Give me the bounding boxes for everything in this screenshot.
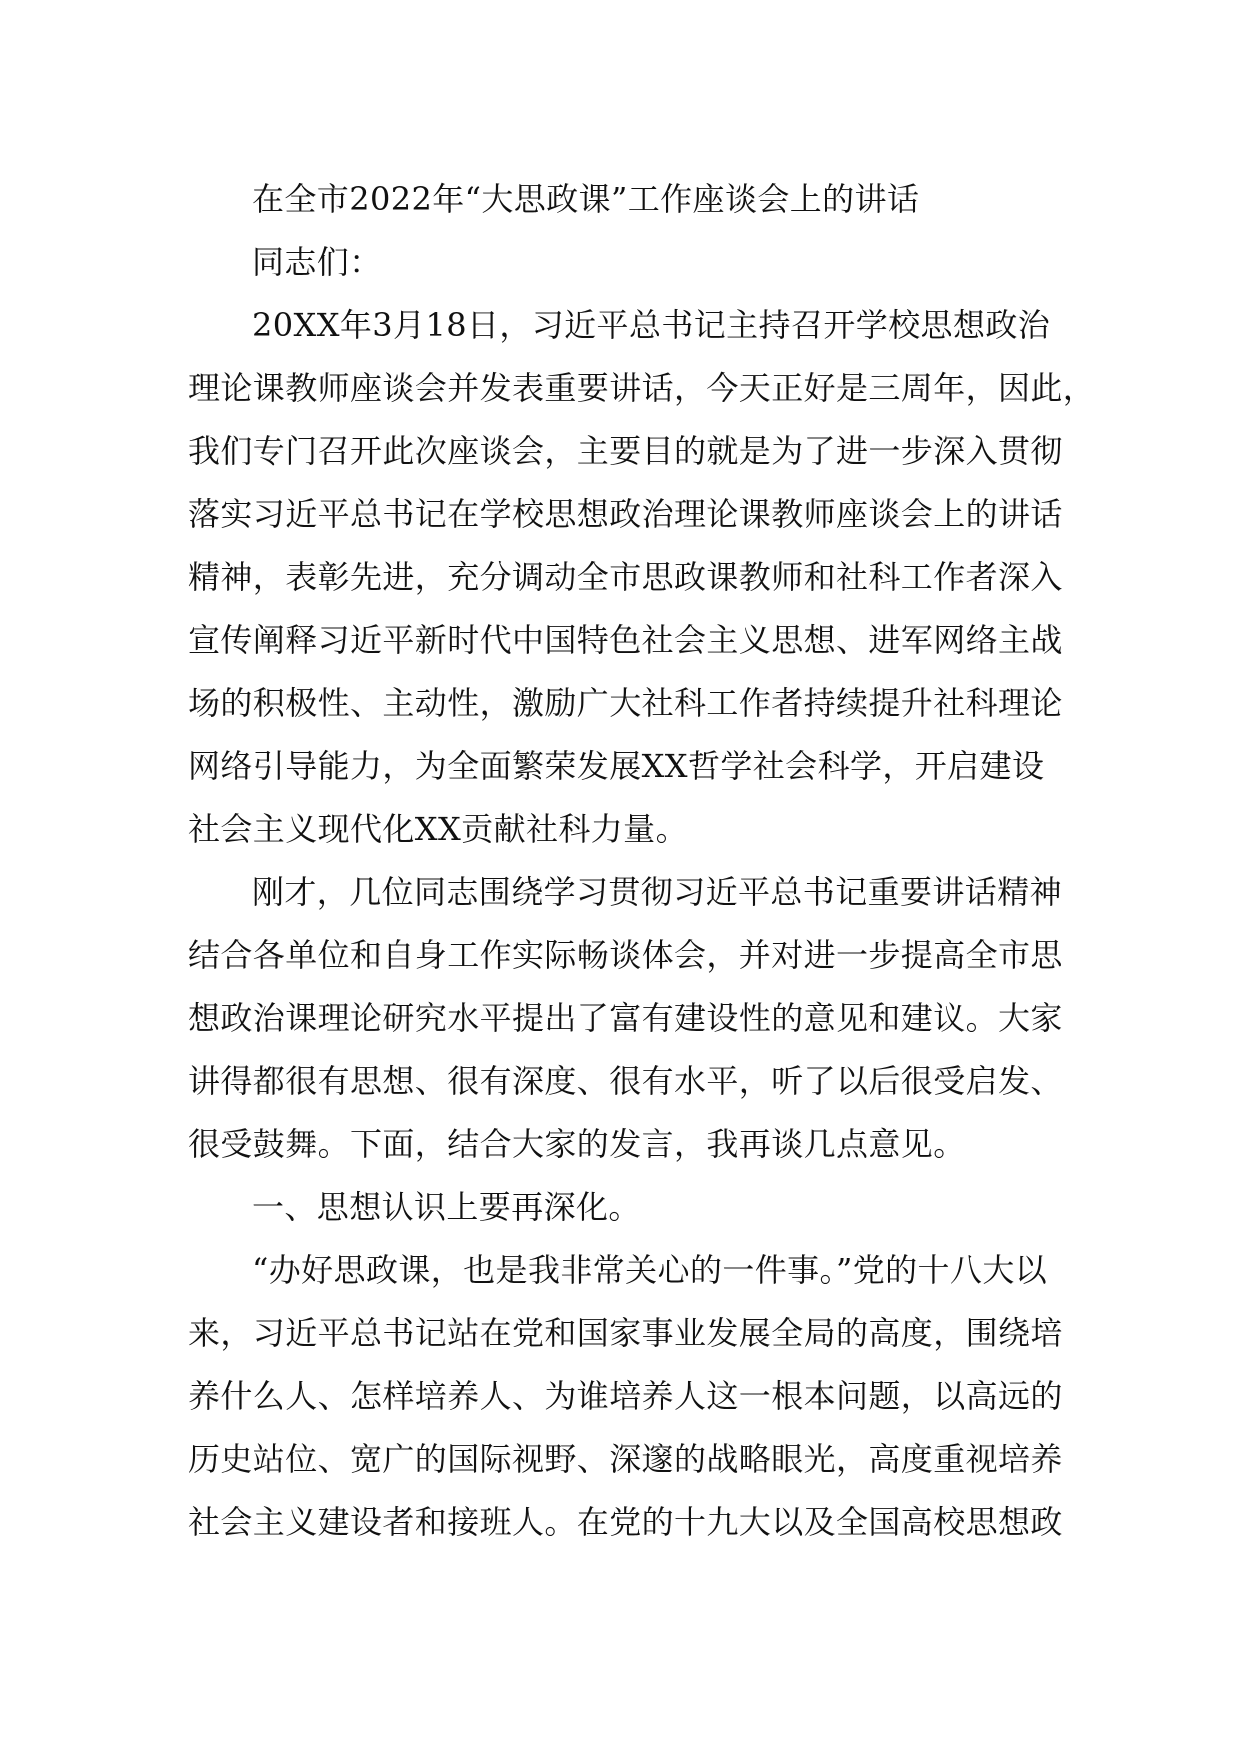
paragraph-line: 理论课教师座谈会并发表重要讲话，今天正好是三周年，因此， (188, 369, 1096, 407)
section-heading-1 (188, 1176, 1068, 1239)
paragraph-line: 养什么人、怎样培养人、为谁培养人这一根本问题，以高远的 (188, 1377, 1063, 1415)
paragraph-1 (188, 294, 1096, 861)
paragraph-line: 场的积极性、主动性，激励广大社科工作者持续提升社科理论 (188, 684, 1063, 722)
paragraph-line: 很受鼓舞。下面，结合大家的发言，我再谈几点意见。 (188, 1125, 966, 1163)
paragraph-line: 来，习近平总书记站在党和国家事业发展全局的高度，围绕培 (188, 1314, 1063, 1352)
paragraph-line: 宣传阐释习近平新时代中国特色社会主义思想、进军网络主战 (188, 621, 1063, 659)
paragraph-line: 20XX年3月18日，习近平总书记主持召开学校思想政治 (252, 306, 1051, 344)
paragraph-line: 结合各单位和自身工作实际畅谈体会，并对进一步提高全市思 (188, 936, 1063, 974)
section-heading: 一、思想认识上要再深化。 (252, 1188, 641, 1226)
paragraph-line: 历史站位、宽广的国际视野、深邃的战略眼光，高度重视培养 (188, 1440, 1063, 1478)
paragraph-line: 社会主义建设者和接班人。在党的十九大以及全国高校思想政 (188, 1503, 1063, 1541)
document-title: 在全市2022年“大思政课”工作座谈会上的讲话 (252, 180, 920, 218)
document-body (188, 168, 1096, 1554)
paragraph-line: 刚才，几位同志围绕学习贯彻习近平总书记重要讲话精神 (252, 873, 1063, 911)
paragraph-line: 精神，表彰先进，充分调动全市思政课教师和社科工作者深入 (188, 558, 1063, 596)
paragraph-3 (188, 1239, 1068, 1554)
paragraph-line: 社会主义现代化XX贡献社科力量。 (188, 810, 688, 848)
paragraph-line: 想政治课理论研究水平提出了富有建设性的意见和建议。大家 (188, 999, 1063, 1037)
paragraph-line: 网络引导能力，为全面繁荣发展XX哲学社会科学，开启建设 (188, 747, 1045, 785)
salutation: 同志们： (252, 243, 382, 281)
paragraph-line: 落实习近平总书记在学校思想政治理论课教师座谈会上的讲话 (188, 495, 1063, 533)
paragraph-line: “办好思政课，也是我非常关心的一件事。”党的十八大以 (252, 1251, 1048, 1289)
paragraph-line: 讲得都很有思想、很有深度、很有水平，听了以后很受启发、 (188, 1062, 1063, 1100)
paragraph-2 (188, 861, 1068, 1176)
paragraph-line: 我们专门召开此次座谈会，主要目的就是为了进一步深入贯彻 (188, 432, 1063, 470)
